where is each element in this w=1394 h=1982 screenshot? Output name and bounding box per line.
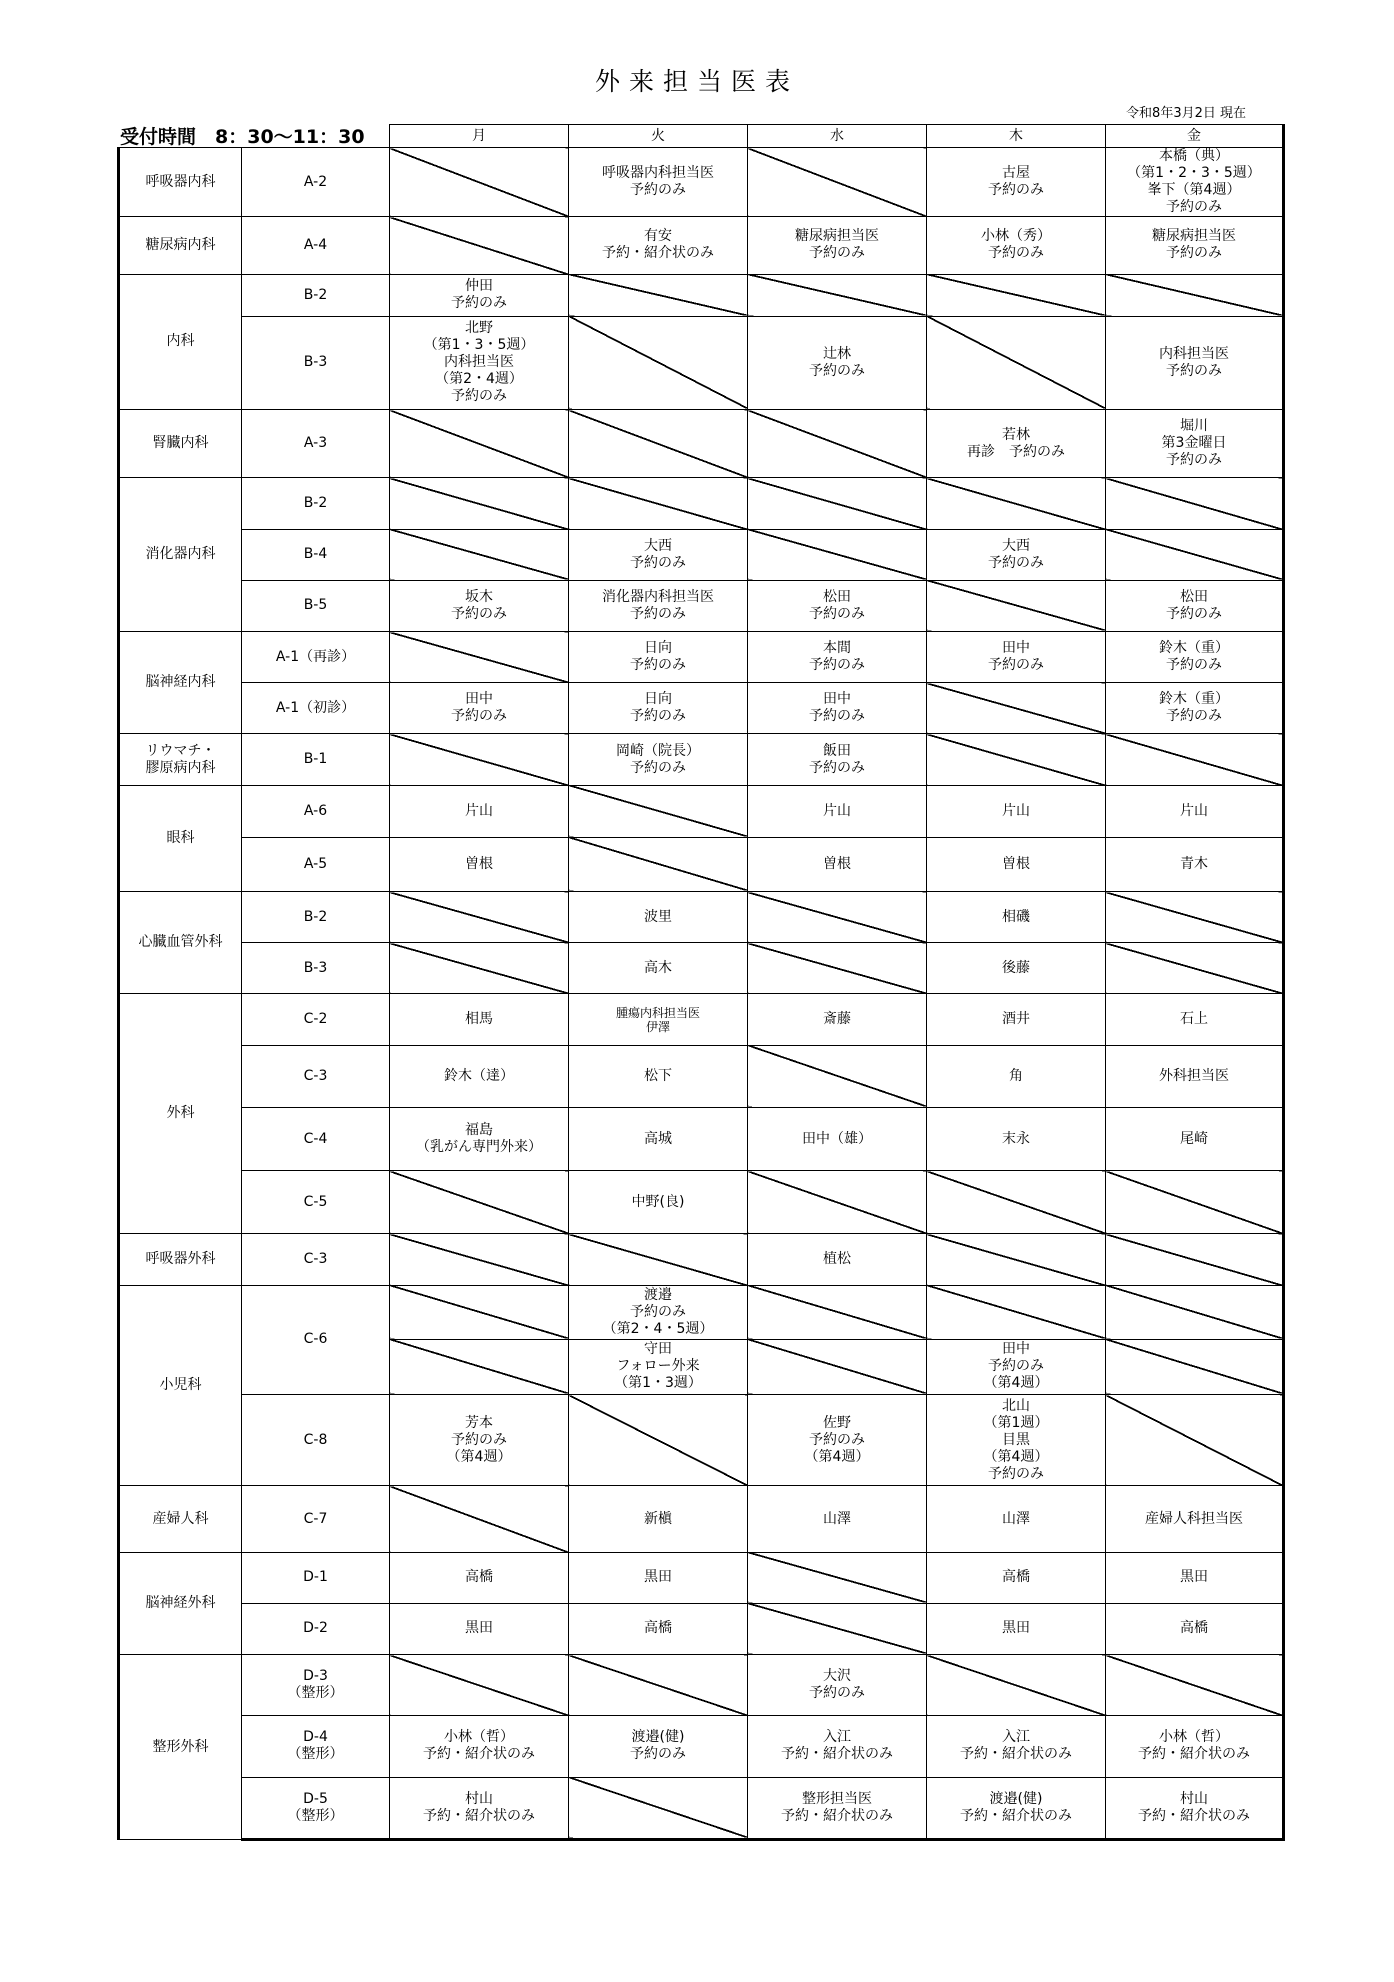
empty-slot-wed bbox=[748, 410, 927, 478]
empty-slot-thu bbox=[927, 734, 1106, 785]
doctor-cell-mon: 黒田 bbox=[390, 1603, 569, 1654]
room-cell: A-2 bbox=[242, 148, 390, 217]
doctor-cell-tue: 腫瘍内科担当医 伊澤 bbox=[569, 994, 748, 1045]
dept-obstetrics-gynecology: 産婦人科 bbox=[119, 1486, 242, 1552]
doctor-cell-wed: 片山 bbox=[748, 785, 927, 837]
doctor-cell-wed: 斎藤 bbox=[748, 994, 927, 1045]
empty-slot-thu bbox=[927, 1234, 1106, 1285]
day-header-thu: 木 bbox=[927, 125, 1106, 148]
doctor-cell-fri: 外科担当医 bbox=[1106, 1045, 1284, 1107]
empty-slot-thu bbox=[927, 683, 1106, 734]
empty-slot-tue bbox=[569, 274, 748, 316]
schedule-row bbox=[119, 837, 1284, 891]
schedule-row bbox=[119, 316, 1284, 409]
room-cell: B-2 bbox=[242, 478, 390, 529]
empty-slot-wed bbox=[748, 529, 927, 580]
empty-slot-wed bbox=[748, 1552, 927, 1603]
room-cell: D-4 （整形） bbox=[242, 1716, 390, 1777]
doctor-cell-wed: 飯田 予約のみ bbox=[748, 734, 927, 785]
doctor-cell-thu: 大西 予約のみ bbox=[927, 529, 1106, 580]
doctor-cell-thu: 末永 bbox=[927, 1107, 1106, 1170]
empty-slot-mon bbox=[390, 529, 569, 580]
empty-slot-mon bbox=[390, 410, 569, 478]
room-cell: C-7 bbox=[242, 1486, 390, 1552]
doctor-cell-thu: 山澤 bbox=[927, 1486, 1106, 1552]
day-header-tue: 火 bbox=[569, 125, 748, 148]
doctor-cell-thu: 小林（秀） 予約のみ bbox=[927, 217, 1106, 274]
doctor-cell-fri: 小林（哲） 予約・紹介状のみ bbox=[1106, 1716, 1284, 1777]
dept-cardiovascular-surgery: 心臓血管外科 bbox=[119, 892, 242, 994]
room-cell: A-1（再診） bbox=[242, 632, 390, 683]
empty-slot-fri bbox=[1106, 478, 1284, 529]
room-cell: C-6 bbox=[242, 1285, 390, 1394]
doctor-cell-mon: 相馬 bbox=[390, 994, 569, 1045]
schedule-row bbox=[119, 274, 1284, 316]
empty-slot-tue bbox=[569, 478, 748, 529]
empty-slot-wed bbox=[748, 943, 927, 994]
schedule-row bbox=[119, 1234, 1284, 1285]
dept-internal-medicine: 内科 bbox=[119, 274, 242, 410]
doctor-cell-fri: 石上 bbox=[1106, 994, 1284, 1045]
day-header-mon: 月 bbox=[390, 125, 569, 148]
doctor-cell-fri: 鈴木（重） 予約のみ bbox=[1106, 683, 1284, 734]
schedule-row bbox=[119, 1552, 1284, 1603]
doctor-cell-mon: 高橋 bbox=[390, 1552, 569, 1603]
empty-slot-mon bbox=[390, 1655, 569, 1716]
header-spacer bbox=[119, 125, 390, 148]
empty-slot-thu bbox=[927, 478, 1106, 529]
schedule-row bbox=[119, 1486, 1284, 1552]
room-cell: A-4 bbox=[242, 217, 390, 274]
doctor-cell-tue: 日向 予約のみ bbox=[569, 632, 748, 683]
doctor-cell-tue: 高城 bbox=[569, 1107, 748, 1170]
doctor-cell-mon: 小林（哲） 予約・紹介状のみ bbox=[390, 1716, 569, 1777]
doctor-cell-tue: 松下 bbox=[569, 1045, 748, 1107]
empty-slot-wed bbox=[748, 1045, 927, 1107]
empty-slot-fri bbox=[1106, 274, 1284, 316]
room-cell: B-3 bbox=[242, 943, 390, 994]
empty-slot-mon bbox=[390, 632, 569, 683]
empty-slot-fri bbox=[1106, 1655, 1284, 1716]
day-header-row bbox=[119, 125, 1284, 148]
empty-slot-mon bbox=[390, 734, 569, 785]
schedule-row bbox=[119, 1603, 1284, 1654]
room-cell: B-2 bbox=[242, 274, 390, 316]
empty-slot-fri bbox=[1106, 529, 1284, 580]
dept-nephrology: 腎臓内科 bbox=[119, 410, 242, 478]
doctor-cell-wed: 糖尿病担当医 予約のみ bbox=[748, 217, 927, 274]
schedule-row bbox=[119, 1045, 1284, 1107]
schedule-row bbox=[119, 1777, 1284, 1839]
schedule-row bbox=[119, 529, 1284, 580]
doctor-cell-fri: 堀川 第3金曜日 予約のみ bbox=[1106, 410, 1284, 478]
doctor-cell-tue: 有安 予約・紹介状のみ bbox=[569, 217, 748, 274]
room-cell: B-4 bbox=[242, 529, 390, 580]
schedule-row bbox=[119, 683, 1284, 734]
page-title: 外来担当医表 bbox=[594, 67, 799, 96]
empty-slot-thu bbox=[927, 1655, 1106, 1716]
dept-surgery: 外科 bbox=[119, 994, 242, 1234]
doctor-cell-thu: 入江 予約・紹介状のみ bbox=[927, 1716, 1106, 1777]
dept-pediatrics: 小児科 bbox=[119, 1285, 242, 1486]
doctor-cell-wed: 山澤 bbox=[748, 1486, 927, 1552]
doctor-cell-tue: 岡崎（院長） 予約のみ bbox=[569, 734, 748, 785]
empty-slot-mon bbox=[390, 892, 569, 943]
dept-rheumatology: リウマチ・ 膠原病内科 bbox=[119, 734, 242, 785]
empty-slot-tue bbox=[569, 785, 748, 837]
doctor-cell-mon: 田中 予約のみ bbox=[390, 683, 569, 734]
empty-slot-wed bbox=[748, 148, 927, 217]
doctor-cell-fri: 産婦人科担当医 bbox=[1106, 1486, 1284, 1552]
dept-ophthalmology: 眼科 bbox=[119, 785, 242, 891]
schedule-row bbox=[119, 1171, 1284, 1234]
schedule-row bbox=[119, 632, 1284, 683]
doctor-cell-tue: 呼吸器内科担当医 予約のみ bbox=[569, 148, 748, 217]
doctor-cell-tue: 黒田 bbox=[569, 1552, 748, 1603]
empty-slot-mon bbox=[390, 1285, 569, 1339]
dept-gastroenterology: 消化器内科 bbox=[119, 478, 242, 632]
empty-slot-tue bbox=[569, 1395, 748, 1486]
room-cell: B-5 bbox=[242, 580, 390, 631]
empty-slot-wed bbox=[748, 1171, 927, 1234]
doctor-cell-thu: 片山 bbox=[927, 785, 1106, 837]
doctor-cell-wed: 辻林 予約のみ bbox=[748, 316, 927, 409]
empty-slot-thu bbox=[927, 316, 1106, 409]
empty-slot-wed bbox=[748, 1339, 927, 1394]
doctor-cell-mon: 坂木 予約のみ bbox=[390, 580, 569, 631]
doctor-cell-wed: 佐野 予約のみ （第4週） bbox=[748, 1395, 927, 1486]
doctor-cell-mon: 北野 （第1・3・5週） 内科担当医 （第2・4週） 予約のみ bbox=[390, 316, 569, 409]
empty-slot-tue bbox=[569, 1234, 748, 1285]
doctor-cell-fri: 高橋 bbox=[1106, 1603, 1284, 1654]
room-cell: A-6 bbox=[242, 785, 390, 837]
doctor-cell-fri: 内科担当医 予約のみ bbox=[1106, 316, 1284, 409]
room-cell: B-2 bbox=[242, 892, 390, 943]
schedule-row bbox=[119, 1716, 1284, 1777]
doctor-cell-fri: 青木 bbox=[1106, 837, 1284, 891]
empty-slot-mon bbox=[390, 148, 569, 217]
dept-neurosurgery: 脳神経外科 bbox=[119, 1552, 242, 1654]
doctor-cell-mon: 芳本 予約のみ （第4週） bbox=[390, 1395, 569, 1486]
empty-slot-fri bbox=[1106, 1234, 1284, 1285]
dept-thoracic-surgery: 呼吸器外科 bbox=[119, 1234, 242, 1285]
doctor-cell-wed: 植松 bbox=[748, 1234, 927, 1285]
doctor-cell-thu: 後藤 bbox=[927, 943, 1106, 994]
schedule-row bbox=[119, 410, 1284, 478]
doctor-cell-thu: 古屋 予約のみ bbox=[927, 148, 1106, 217]
room-cell: D-3 （整形） bbox=[242, 1655, 390, 1716]
empty-slot-wed bbox=[748, 274, 927, 316]
schedule-row bbox=[119, 1395, 1284, 1486]
room-cell: D-5 （整形） bbox=[242, 1777, 390, 1839]
schedule-row bbox=[119, 478, 1284, 529]
schedule-row bbox=[119, 1285, 1284, 1339]
empty-slot-thu bbox=[927, 1171, 1106, 1234]
doctor-cell-fri: 糖尿病担当医 予約のみ bbox=[1106, 217, 1284, 274]
day-header-fri: 金 bbox=[1106, 125, 1284, 148]
schedule-row bbox=[119, 217, 1284, 274]
room-cell: B-3 bbox=[242, 316, 390, 409]
room-cell: C-2 bbox=[242, 994, 390, 1045]
empty-slot-mon bbox=[390, 1339, 569, 1394]
empty-slot-fri bbox=[1106, 943, 1284, 994]
empty-slot-mon bbox=[390, 1171, 569, 1234]
empty-slot-fri bbox=[1106, 1395, 1284, 1486]
doctor-cell-mon: 仲田 予約のみ bbox=[390, 274, 569, 316]
empty-slot-thu bbox=[927, 580, 1106, 631]
schedule-row bbox=[119, 734, 1284, 785]
schedule-row bbox=[119, 943, 1284, 994]
doctor-cell-thu: 相磯 bbox=[927, 892, 1106, 943]
doctor-cell-wed: 入江 予約・紹介状のみ bbox=[748, 1716, 927, 1777]
room-cell: B-1 bbox=[242, 734, 390, 785]
doctor-cell-fri: 本橋（典） （第1・2・3・5週） 峯下（第4週） 予約のみ bbox=[1106, 148, 1284, 217]
doctor-cell-thu: 酒井 bbox=[927, 994, 1106, 1045]
doctor-cell-fri: 鈴木（重） 予約のみ bbox=[1106, 632, 1284, 683]
room-cell: C-4 bbox=[242, 1107, 390, 1170]
empty-slot-thu bbox=[927, 1285, 1106, 1339]
room-cell: C-8 bbox=[242, 1395, 390, 1486]
outpatient-schedule-table bbox=[117, 124, 1285, 1841]
doctor-cell-tue: 渡邉(健) 予約のみ bbox=[569, 1716, 748, 1777]
empty-slot-tue bbox=[569, 1655, 748, 1716]
room-cell: A-3 bbox=[242, 410, 390, 478]
doctor-cell-thu: 角 bbox=[927, 1045, 1106, 1107]
doctor-cell-tue: 新槇 bbox=[569, 1486, 748, 1552]
dept-neurology: 脳神経内科 bbox=[119, 632, 242, 734]
doctor-cell-tue: 消化器内科担当医 予約のみ bbox=[569, 580, 748, 631]
doctor-cell-tue: 日向 予約のみ bbox=[569, 683, 748, 734]
empty-slot-fri bbox=[1106, 734, 1284, 785]
doctor-cell-thu: 若林 再診 予約のみ bbox=[927, 410, 1106, 478]
room-cell: C-5 bbox=[242, 1171, 390, 1234]
empty-slot-thu bbox=[927, 274, 1106, 316]
doctor-cell-thu: 黒田 bbox=[927, 1603, 1106, 1654]
empty-slot-tue bbox=[569, 837, 748, 891]
doctor-cell-fri: 村山 予約・紹介状のみ bbox=[1106, 1777, 1284, 1839]
doctor-cell-fri: 尾崎 bbox=[1106, 1107, 1284, 1170]
doctor-cell-tue: 波里 bbox=[569, 892, 748, 943]
doctor-cell-thu: 田中 予約のみ bbox=[927, 632, 1106, 683]
room-cell: D-2 bbox=[242, 1603, 390, 1654]
doctor-cell-wed: 本間 予約のみ bbox=[748, 632, 927, 683]
doctor-cell-mon: 福島 （乳がん専門外来） bbox=[390, 1107, 569, 1170]
empty-slot-tue bbox=[569, 410, 748, 478]
doctor-cell-wed: 松田 予約のみ bbox=[748, 580, 927, 631]
empty-slot-wed bbox=[748, 892, 927, 943]
empty-slot-tue bbox=[569, 1777, 748, 1839]
doctor-cell-fri: 松田 予約のみ bbox=[1106, 580, 1284, 631]
doctor-cell-wed: 整形担当医 予約・紹介状のみ bbox=[748, 1777, 927, 1839]
doctor-cell-fri: 黒田 bbox=[1106, 1552, 1284, 1603]
empty-slot-fri bbox=[1106, 892, 1284, 943]
dept-respiratory-medicine: 呼吸器内科 bbox=[119, 148, 242, 217]
empty-slot-fri bbox=[1106, 1171, 1284, 1234]
empty-slot-wed bbox=[748, 478, 927, 529]
doctor-cell-wed: 大沢 予約のみ bbox=[748, 1655, 927, 1716]
dept-diabetes: 糖尿病内科 bbox=[119, 217, 242, 274]
doctor-cell-mon: 鈴木（達） bbox=[390, 1045, 569, 1107]
doctor-cell-tue: 渡邉 予約のみ （第2・4・5週） bbox=[569, 1285, 748, 1339]
doctor-cell-mon: 曽根 bbox=[390, 837, 569, 891]
schedule-row bbox=[119, 1107, 1284, 1170]
room-cell: C-3 bbox=[242, 1045, 390, 1107]
doctor-cell-wed: 田中（雄） bbox=[748, 1107, 927, 1170]
schedule-row bbox=[119, 580, 1284, 631]
empty-slot-wed bbox=[748, 1285, 927, 1339]
room-cell: A-5 bbox=[242, 837, 390, 891]
empty-slot-mon bbox=[390, 943, 569, 994]
doctor-cell-thu: 高橋 bbox=[927, 1552, 1106, 1603]
doctor-cell-thu: 曽根 bbox=[927, 837, 1106, 891]
doctor-cell-tue: 中野(良) bbox=[569, 1171, 748, 1234]
dept-orthopedics: 整形外科 bbox=[119, 1655, 242, 1840]
doctor-cell-thu: 渡邉(健) 予約・紹介状のみ bbox=[927, 1777, 1106, 1839]
room-cell: D-1 bbox=[242, 1552, 390, 1603]
schedule-row bbox=[119, 1655, 1284, 1716]
doctor-cell-thu: 田中 予約のみ （第4週） bbox=[927, 1339, 1106, 1394]
doctor-cell-wed: 曽根 bbox=[748, 837, 927, 891]
reception-hours: 受付時間 8：30～11：30 bbox=[120, 126, 365, 148]
as-of-date: 令和8年3月2日 現在 bbox=[1126, 106, 1246, 121]
empty-slot-mon bbox=[390, 1234, 569, 1285]
schedule-row bbox=[119, 892, 1284, 943]
empty-slot-mon bbox=[390, 217, 569, 274]
doctor-cell-fri: 片山 bbox=[1106, 785, 1284, 837]
doctor-cell-tue: 守田 フォロー外来 （第1・3週） bbox=[569, 1339, 748, 1394]
doctor-cell-tue: 大西 予約のみ bbox=[569, 529, 748, 580]
empty-slot-mon bbox=[390, 1486, 569, 1552]
doctor-cell-tue: 高木 bbox=[569, 943, 748, 994]
doctor-cell-thu: 北山 （第1週） 目黒 （第4週） 予約のみ bbox=[927, 1395, 1106, 1486]
doctor-cell-tue: 高橋 bbox=[569, 1603, 748, 1654]
doctor-cell-wed: 田中 予約のみ bbox=[748, 683, 927, 734]
doctor-cell-mon: 片山 bbox=[390, 785, 569, 837]
room-cell: C-3 bbox=[242, 1234, 390, 1285]
room-cell: A-1（初診） bbox=[242, 683, 390, 734]
schedule-row bbox=[119, 994, 1284, 1045]
schedule-row bbox=[119, 148, 1284, 217]
empty-slot-tue bbox=[569, 316, 748, 409]
empty-slot-fri bbox=[1106, 1285, 1284, 1339]
day-header-wed: 水 bbox=[748, 125, 927, 148]
empty-slot-mon bbox=[390, 478, 569, 529]
empty-slot-fri bbox=[1106, 1339, 1284, 1394]
empty-slot-wed bbox=[748, 1603, 927, 1654]
schedule-row bbox=[119, 785, 1284, 837]
doctor-cell-mon: 村山 予約・紹介状のみ bbox=[390, 1777, 569, 1839]
